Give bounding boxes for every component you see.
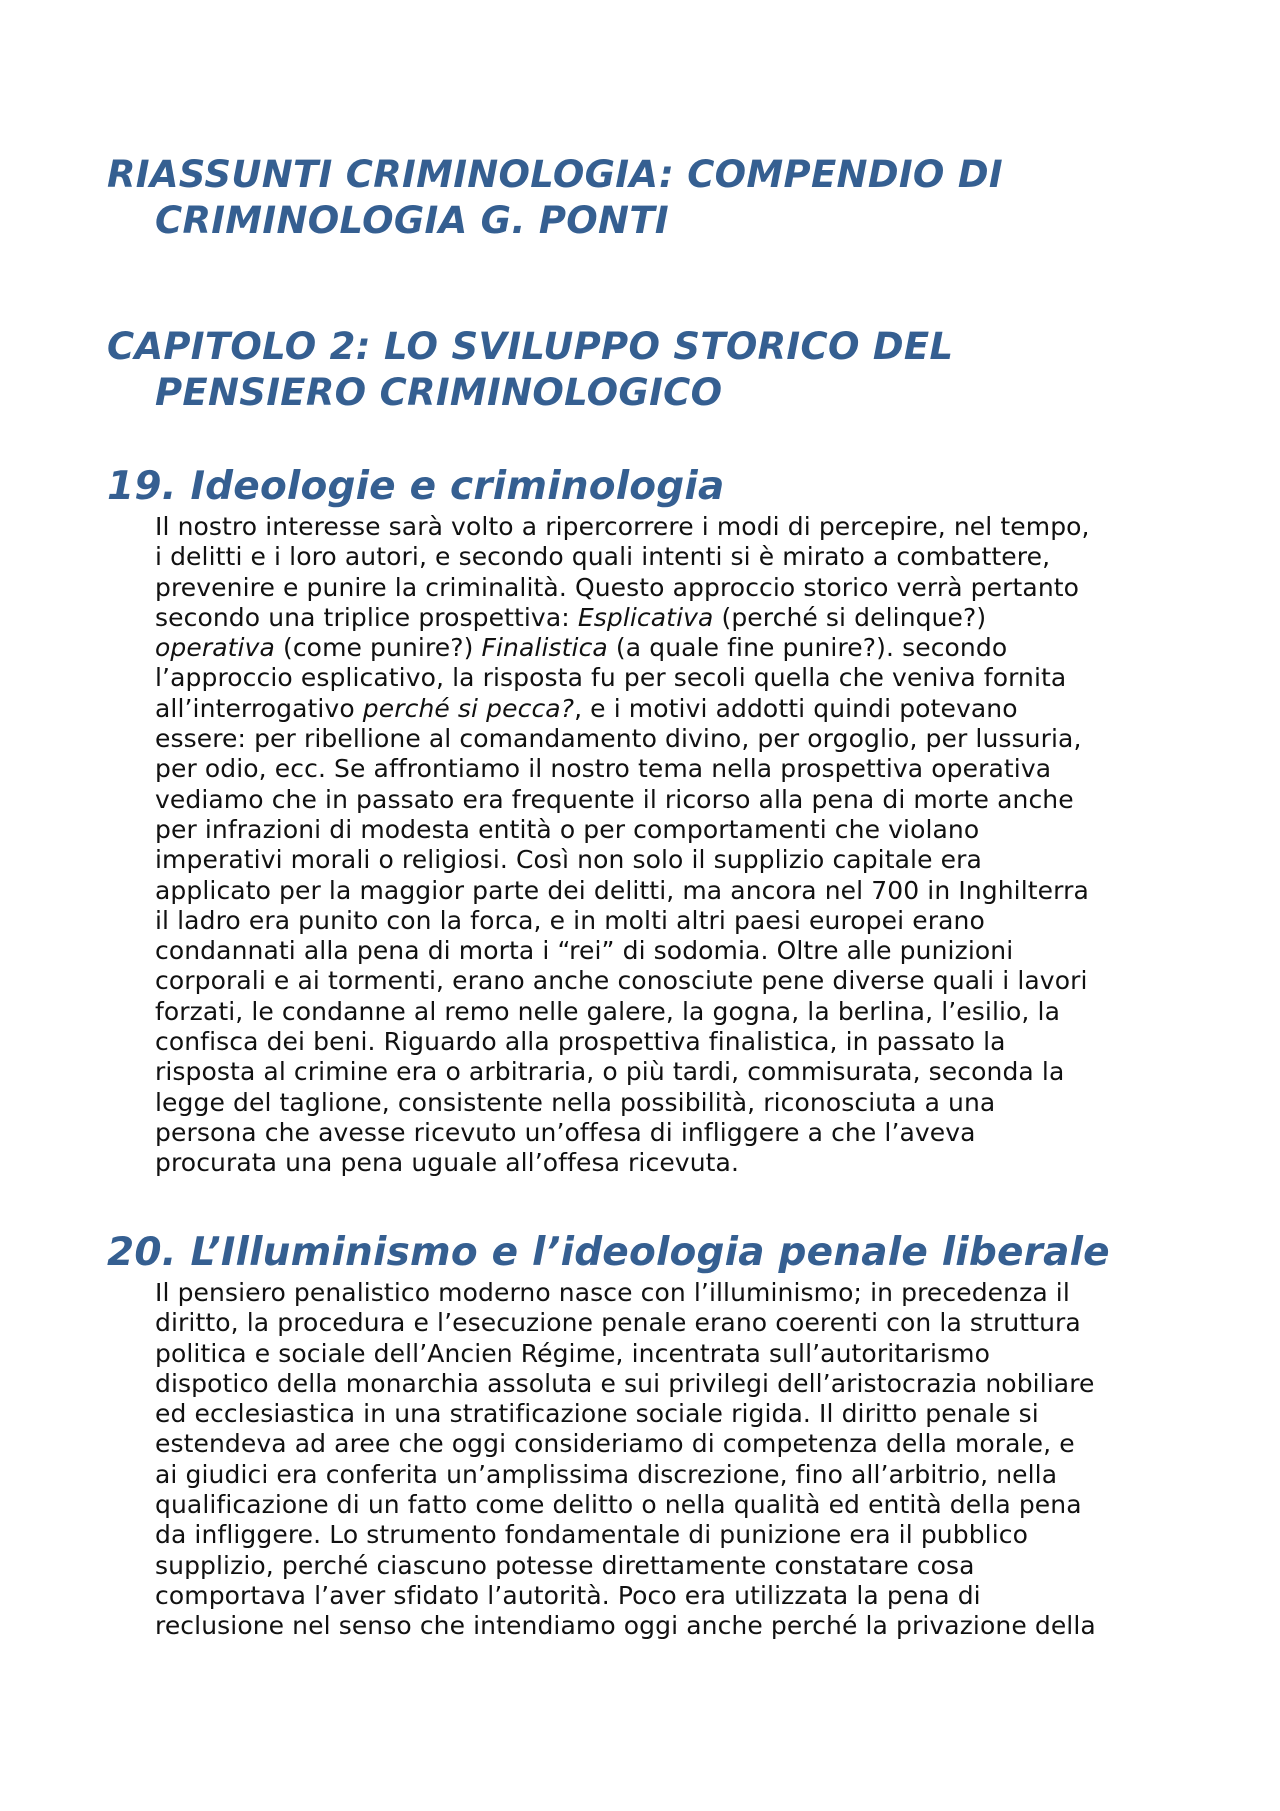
text-segment: , e i motivi addotti quindi potevano	[574, 693, 1018, 723]
text-line: qualificazione di un fatto come delitto o nella qualità ed entità della pena	[155, 1490, 1082, 1520]
text-line: estendeva ad aree che oggi consideriamo di competenza della morale, e	[155, 1429, 1075, 1459]
document-title	[107, 152, 1137, 244]
text-line: prevenire e punire la criminalità. Questo approccio storico verrà pertanto	[155, 572, 1080, 602]
text-line: imperativi morali o religiosi. Così non solo il supplizio capitale era	[155, 845, 982, 875]
document-title-line-2: CRIMINOLOGIA G. PONTI	[155, 199, 669, 242]
section-heading-20: 20. L’Illuminismo e l’ideologia penale liberale	[107, 1230, 1110, 1275]
text-line: per odio, ecc. Se affrontiamo il nostro tema nella prospettiva operativa	[155, 754, 1052, 784]
italic-term: Esplicativa	[577, 602, 714, 632]
text-line	[155, 633, 1165, 663]
text-line: dispotico della monarchia assoluta e sui privilegi dell’aristocrazia nobiliare	[155, 1368, 1095, 1398]
text-line: supplizio, perché ciascuno potesse direttamente constatare cosa	[155, 1550, 975, 1580]
text-line: vediamo che in passato era frequente il ricorso alla pena di morte anche	[155, 784, 1074, 814]
text-line: reclusione nel senso che intendiamo oggi anche perché la privazione della	[155, 1611, 1096, 1641]
text-line: comportava l’aver sfidato l’autorità. Poco era utilizzata la pena di	[155, 1580, 981, 1610]
text-segment: (a quale fine punire?). secondo	[607, 633, 1008, 663]
text-line	[155, 694, 1165, 724]
text-line: Il pensiero penalistico moderno nasce con l’illuminismo; in precedenza il	[155, 1278, 1070, 1307]
italic-term: operativa	[155, 633, 275, 663]
italic-term: perché si pecca?	[362, 693, 575, 723]
section-body-19	[155, 512, 1165, 1179]
text-line: il ladro era punito con la forca, e in molti altri paesi europei erano	[155, 905, 985, 935]
text-line: confisca dei beni. Riguardo alla prospettiva finalistica, in passato la	[155, 1027, 1006, 1057]
text-segment: (perché si delinque?)	[713, 602, 987, 632]
italic-term: Finalistica	[481, 633, 608, 663]
text-line: ed ecclesiastica in una stratificazione sociale rigida. Il diritto penale si	[155, 1399, 1039, 1429]
text-line: per infrazioni di modesta entità o per comportamenti che violano	[155, 814, 980, 844]
text-line: i delitti e i loro autori, e secondo quali intenti si è mirato a combattere,	[155, 542, 1051, 572]
text-line: applicato per la maggior parte dei delitti, ma ancora nel 700 in Inghilterra	[155, 875, 1089, 905]
text-line: condannati alla pena di morta i “rei” di sodomia. Oltre alle punizioni	[155, 936, 1014, 966]
document-title-line-1: RIASSUNTI CRIMINOLOGIA: COMPENDIO DI	[107, 153, 1003, 196]
text-segment: (come punire?)	[274, 633, 482, 663]
text-line: essere: per ribellione al comandamento divino, per orgoglio, per lussuria,	[155, 724, 1082, 754]
text-line: ai giudici era conferita un’amplissima discrezione, fino all’arbitrio, nella	[155, 1459, 1058, 1489]
section-heading-19: 19. Ideologie e criminologia	[107, 464, 725, 509]
text-line: procurata una pena uguale all’offesa ricevuta.	[155, 1148, 740, 1178]
chapter-title	[107, 324, 1137, 416]
text-line: corporali e ai tormenti, erano anche conosciute pene diverse quali i lavori	[155, 966, 1088, 996]
text-line: risposta al crimine era o arbitraria, o più tardi, commisurata, seconda la	[155, 1057, 1065, 1087]
chapter-title-line-1: CAPITOLO 2: LO SVILUPPO STORICO DEL	[107, 325, 954, 368]
text-line: persona che avesse ricevuto un’offesa di infliggere a che l’aveva	[155, 1117, 976, 1147]
text-segment: secondo una triplice prospettiva:	[155, 602, 578, 632]
text-line: politica e sociale dell’Ancien Régime, incentrata sull’autoritarismo	[155, 1338, 990, 1368]
text-line: forzati, le condanne al remo nelle galere, la gogna, la berlina, l’esilio, la	[155, 996, 1060, 1026]
text-line: Il nostro interesse sarà volto a ripercorrere i modi di percepire, nel tempo,	[155, 512, 1090, 541]
section-body-20	[155, 1278, 1165, 1642]
text-line: l’approccio esplicativo, la risposta fu per secoli quella che veniva fornita	[155, 663, 1067, 693]
text-line: diritto, la procedura e l’esecuzione penale erano coerenti con la struttura	[155, 1308, 1081, 1338]
text-segment: all’interrogativo	[155, 693, 363, 723]
text-line: da infliggere. Lo strumento fondamentale di punizione era il pubblico	[155, 1520, 1029, 1550]
chapter-title-line-2: PENSIERO CRIMINOLOGICO	[155, 371, 723, 414]
text-line: legge del taglione, consistente nella possibilità, riconosciuta a una	[155, 1087, 996, 1117]
text-line	[155, 603, 1165, 633]
